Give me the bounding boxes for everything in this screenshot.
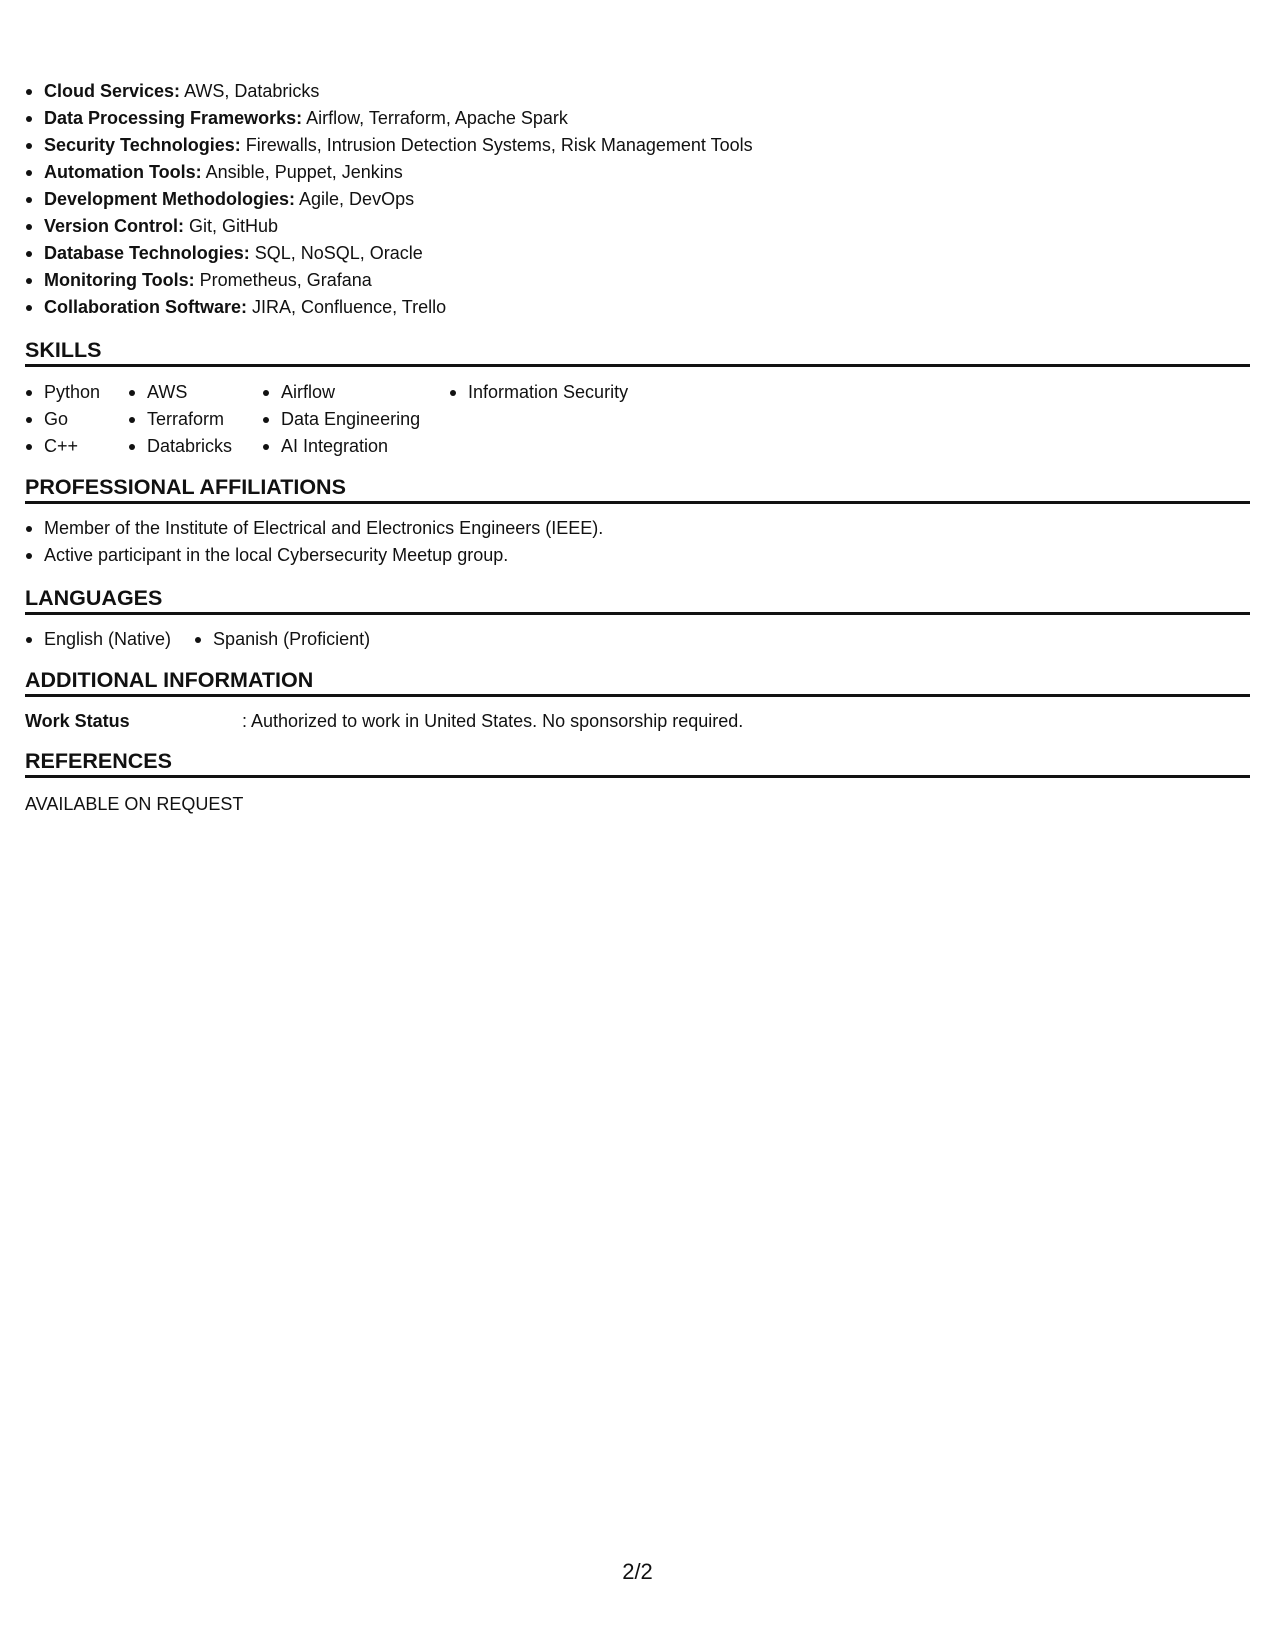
references-text: AVAILABLE ON REQUEST	[25, 794, 244, 814]
skill-item: Go	[25, 406, 128, 433]
tool-value: Ansible, Puppet, Jenkins	[205, 162, 403, 182]
resume-page	[25, 0, 1250, 1650]
references-heading: REFERENCES	[25, 746, 1250, 778]
tool-item	[25, 105, 753, 132]
affiliation-item: Member of the Institute of Electrical and Electronics Engineers (IEEE).	[25, 515, 603, 542]
tool-label: Development Methodologies:	[44, 189, 296, 209]
tool-label: Database Technologies:	[44, 243, 250, 263]
tool-item	[25, 186, 753, 213]
skills-column	[25, 379, 128, 460]
skill-item: C++	[25, 433, 128, 460]
languages-list	[25, 626, 393, 653]
affiliation-item: Active participant in the local Cybersecurity Meetup group.	[25, 542, 603, 569]
skills-column	[449, 379, 689, 460]
tool-label: Monitoring Tools:	[44, 270, 195, 290]
tool-item	[25, 78, 753, 105]
skills-column	[128, 379, 262, 460]
work-status-row	[25, 708, 743, 735]
work-status-value: : Authorized to work in United States. No sponsorship required.	[242, 711, 744, 731]
skill-item: Databricks	[128, 433, 262, 460]
tool-item	[25, 267, 753, 294]
skills-column	[262, 379, 449, 460]
language-item: Spanish (Proficient)	[194, 626, 370, 653]
tool-label: Data Processing Frameworks:	[44, 108, 303, 128]
language-item: English (Native)	[25, 626, 171, 653]
skill-item: AWS	[128, 379, 262, 406]
tool-item	[25, 159, 753, 186]
tool-value: Airflow, Terraform, Apache Spark	[306, 108, 568, 128]
tool-value: Git, GitHub	[189, 216, 279, 236]
tool-item	[25, 213, 753, 240]
tool-item	[25, 240, 753, 267]
technical-tools-list	[25, 78, 753, 321]
tool-label: Automation Tools:	[44, 162, 202, 182]
skills-grid	[25, 379, 689, 460]
tool-value: JIRA, Confluence, Trello	[252, 297, 447, 317]
tool-label: Version Control:	[44, 216, 185, 236]
additional-info-heading: ADDITIONAL INFORMATION	[25, 665, 1250, 697]
tool-value: Prometheus, Grafana	[199, 270, 372, 290]
tool-item	[25, 294, 753, 321]
skill-item: Terraform	[128, 406, 262, 433]
languages-heading: LANGUAGES	[25, 583, 1250, 615]
page-number: 2/2	[622, 1559, 653, 1584]
skill-item: AI Integration	[262, 433, 449, 460]
tool-item	[25, 132, 753, 159]
tool-value: Firewalls, Intrusion Detection Systems, Risk Management Tools	[245, 135, 753, 155]
skill-item: Airflow	[262, 379, 449, 406]
tool-label: Cloud Services:	[44, 81, 181, 101]
affiliations-list	[25, 515, 603, 569]
skill-item: Information Security	[449, 379, 689, 406]
work-status-label: Work Status	[25, 711, 130, 731]
skills-heading: SKILLS	[25, 335, 1250, 367]
tool-value: SQL, NoSQL, Oracle	[254, 243, 423, 263]
affiliations-heading: PROFESSIONAL AFFILIATIONS	[25, 472, 1250, 504]
skill-item: Python	[25, 379, 128, 406]
tool-label: Collaboration Software:	[44, 297, 248, 317]
tool-label: Security Technologies:	[44, 135, 241, 155]
tool-value: Agile, DevOps	[299, 189, 415, 209]
skill-item: Data Engineering	[262, 406, 449, 433]
tool-value: AWS, Databricks	[184, 81, 320, 101]
